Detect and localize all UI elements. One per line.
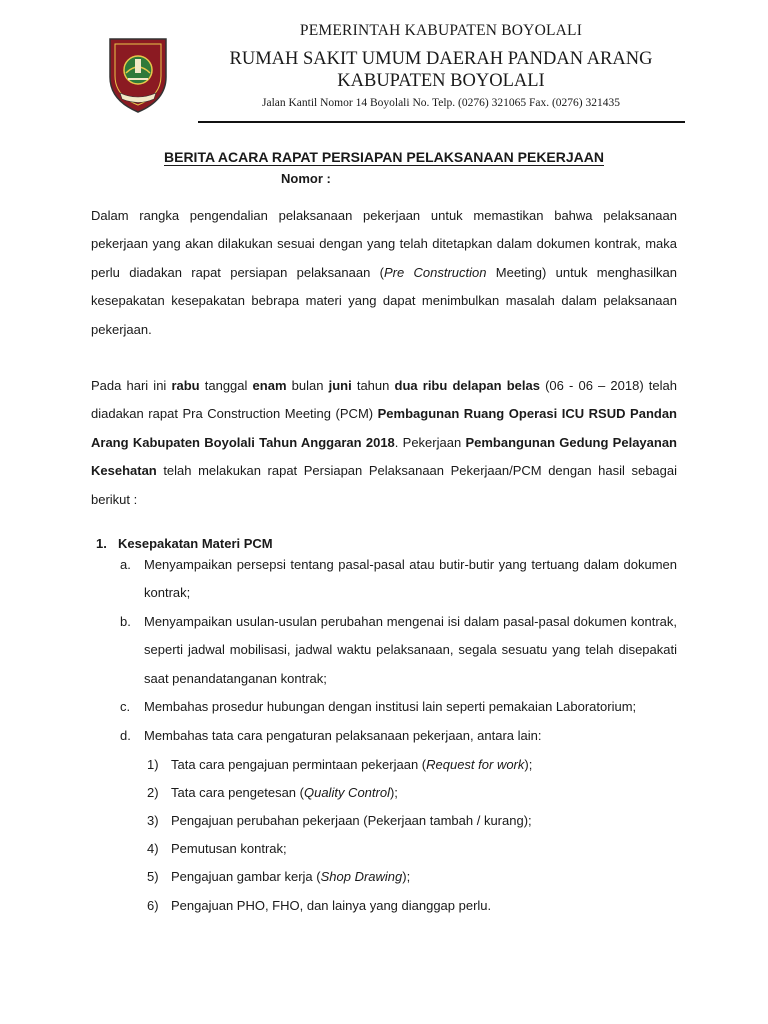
sub-list-text: Pengajuan PHO, FHO, dan lainya yang dianggap perlu. <box>171 898 492 913</box>
list-item <box>120 608 677 693</box>
sub-list-text: Pengajuan gambar kerja ( <box>171 869 321 884</box>
sub-list-item <box>147 779 398 807</box>
sub-list-item <box>147 835 287 863</box>
list-item <box>120 722 677 750</box>
list-item-label: a. <box>120 557 131 572</box>
document-title <box>0 149 768 165</box>
header-regency: KABUPATEN BOYOLALI <box>337 71 545 91</box>
sub-list-label: 2) <box>147 785 159 800</box>
list-item-text: Membahas prosedur hubungan dengan institusi lain seperti pemakaian Laboratorium; <box>144 699 637 714</box>
sub-list-item <box>147 863 410 891</box>
sub-list-text: Pemutusan kontrak; <box>171 841 287 856</box>
intro-text-c: Meeting) untuk menghasilkan kesepakatan kesepakatan bebrapa materi yang dapat menimbulkan masalah dalam pelaksanaan pekerjaan. <box>91 264 677 337</box>
section-heading <box>96 536 273 551</box>
intro-text-a: Dalam rangka pengendalian pelaksanaan pekerjaan untuk memastikan bahwa pelaksanaan pekerjaan yang akan dilakukan sesuai dengan yang telah ditetapkan dalam dokumen kontrak, maka perlu diadakan rapat persiapan pelaksanaan ( <box>91 208 677 280</box>
intro-text-italic: Pre Construction <box>383 264 487 280</box>
header-divider <box>198 121 685 123</box>
meeting-text: . Pekerjaan <box>394 434 466 450</box>
list-item-label: b. <box>120 614 131 629</box>
meeting-day: rabu <box>171 378 200 393</box>
intro-paragraph <box>91 202 677 344</box>
document-title-text: BERITA ACARA RAPAT PERSIAPAN PELAKSANAAN PEKERJAAN <box>164 149 604 165</box>
sub-list-text: Tata cara pengetesan ( <box>171 785 304 800</box>
header-hospital-name: RUMAH SAKIT UMUM DAERAH PANDAN ARANG <box>229 49 653 69</box>
meeting-text: (06 - 06 – 2018) telah diadakan rapat Pra Construction Meeting (PCM) <box>91 378 677 422</box>
meeting-text: telah melakukan rapat Persiapan Pelaksanaan Pekerjaan/PCM dengan hasil sebagai berikut : <box>91 463 677 507</box>
sub-list-italic: Request for work <box>426 757 525 772</box>
section-number: 1. <box>96 536 107 551</box>
meeting-month: juni <box>328 378 352 393</box>
sub-list-text: ); <box>389 785 398 800</box>
meeting-year: dua ribu delapan belas <box>394 378 540 393</box>
sub-list-item <box>147 751 532 779</box>
sub-list-item <box>147 892 491 920</box>
list-item-label: c. <box>120 699 131 714</box>
sub-list-text: Tata cara pengajuan permintaan pekerjaan ( <box>171 757 427 772</box>
sub-list-text: ); <box>524 757 533 772</box>
meeting-text: tanggal <box>199 378 253 393</box>
work-name: Pembangunan Gedung Pelayanan Kesehatan <box>91 434 677 479</box>
boyolali-coat-of-arms-icon <box>108 37 168 113</box>
sub-list-italic: Shop Drawing <box>320 869 403 884</box>
project-name: Pembagunan Ruang Operasi ICU RSUD Pandan Arang Kabupaten Boyolali Tahun Anggaran 2018 <box>91 406 677 450</box>
list-item-text: Menyampaikan usulan-usulan perubahan mengenai isi dalam pasal-pasal dokumen kontrak, seperti jadwal mobilisasi, jadwal waktu pelaksanaan, segala sesuatu yang telah disepakati saat penandatanganan kontrak; <box>144 614 677 686</box>
meeting-text: Pada hari ini <box>91 378 172 393</box>
header-government: PEMERINTAH KABUPATEN BOYOLALI <box>299 22 583 39</box>
sub-list-label: 5) <box>147 869 159 884</box>
document-number-label: Nomor : <box>281 171 331 186</box>
meeting-date-word: enam <box>252 378 287 393</box>
sub-list-italic: Quality Control <box>303 785 390 800</box>
sub-list-item <box>147 807 532 835</box>
list-item-text: Menyampaikan persepsi tentang pasal-pasal atau butir-butir yang tertuang dalam dokumen kontrak; <box>144 557 677 601</box>
list-item <box>120 693 677 721</box>
meeting-text: bulan <box>286 378 329 393</box>
header-hospital <box>198 48 684 92</box>
list-item <box>120 551 677 608</box>
header-address: Jalan Kantil Nomor 14 Boyolali No. Telp. (0276) 321065 Fax. (0276) 321435 <box>262 97 620 109</box>
sub-list-text: Pengajuan perubahan pekerjaan (Pekerjaan tambah / kurang); <box>171 813 532 828</box>
list-item-label: d. <box>120 728 131 743</box>
meeting-text: tahun <box>351 378 395 393</box>
sub-list-label: 3) <box>147 813 159 828</box>
sub-list-text: ); <box>402 869 411 884</box>
sub-list-label: 1) <box>147 757 159 772</box>
sub-list-label: 4) <box>147 841 159 856</box>
sub-list-label: 6) <box>147 898 159 913</box>
section-title: Kesepakatan Materi PCM <box>118 536 273 551</box>
list-item-text: Membahas tata cara pengaturan pelaksanaan pekerjaan, antara lain: <box>144 728 542 743</box>
meeting-paragraph <box>91 372 677 514</box>
